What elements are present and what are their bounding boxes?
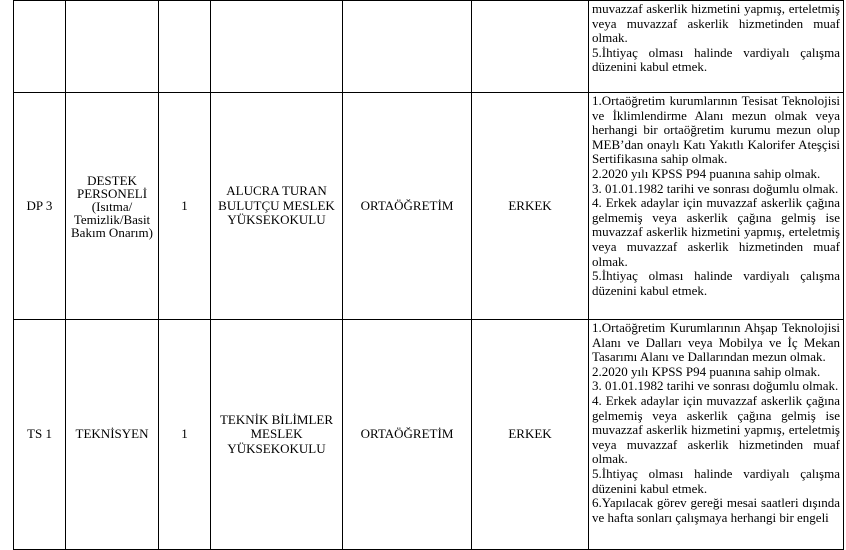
requirement-item: 3. 01.01.1982 tarihi ve sonrası doğumlu olmak. (592, 180, 839, 196)
requirement-item: 3. 01.01.1982 tarihi ve sonrası doğumlu olmak. (592, 378, 839, 394)
requirement-item: 2.2020 yılı KPSS P94 puanına sahip olmak. (592, 363, 821, 379)
position-title-cell (66, 1, 159, 93)
table-row (14, 320, 844, 550)
requirement-item: 2.2020 yılı KPSS P94 puanına sahip olmak. (592, 165, 821, 181)
requirement-item: 5.İhtiyaç olması halinde vardiyalı çalışma düzenini kabul etmek. (592, 465, 840, 496)
requirement-item: 4. Erkek adaylar için muvazzaf askerlik çağına gelmemiş veya askerlik çağına gelmiş ise muvazzaf askerlik hizmetini yapmış, erteletmiş veya muvazzaf askerlik hizmetinden muaf olmak. (592, 195, 840, 269)
requirement-item: 1.Ortaöğretim kurumlarının Tesisat Teknolojisi ve İklimlendirme Alanı mezun olmak veya herhangi bir ortaöğretim kurumu mezun olup MEB’dan onaylı Katı Yakıtlı Kalorifer Ateşçisi Sertifikasına sahip olmak. (592, 93, 840, 167)
education-cell: ORTAÖĞRETİM (343, 93, 472, 320)
unit-cell: ALUCRA TURAN BULUTÇU MESLEK YÜKSEKOKULU (211, 93, 343, 320)
gender-cell (472, 1, 589, 93)
position-count-cell (159, 1, 211, 93)
requirement-item: 5.İhtiyaç olması halinde vardiyalı çalışma düzenini kabul etmek. (592, 268, 840, 298)
requirements-cell (589, 1, 844, 93)
requirement-item: 6.Yapılacak görev gereği mesai saatleri dışında ve hafta sonları çalışmaya herhangi bir engeli (592, 495, 840, 525)
requirements-cell (589, 93, 844, 320)
gender-cell: ERKEK (472, 320, 589, 550)
requirement-item: 5.İhtiyaç olması halinde vardiyalı çalışma düzenini kabul etmek. (592, 44, 840, 75)
education-cell: ORTAÖĞRETİM (343, 320, 472, 550)
unit-cell (211, 1, 343, 93)
position-code-cell: TS 1 (14, 320, 66, 550)
job-listings-table (13, 0, 844, 550)
position-count-cell: 1 (159, 93, 211, 320)
education-cell (343, 1, 472, 93)
requirements-cell (589, 320, 844, 550)
table-row (14, 1, 844, 93)
requirement-item: 4. Erkek adaylar için muvazzaf askerlik çağına gelmemiş veya askerlik çağına gelmiş ise muvazzaf askerlik hizmetini yapmış, erteletmiş veya muvazzaf askerlik hizmetinden muaf olmak. (592, 392, 840, 467)
position-title-cell: DESTEK PERSONELİ (Isıtma/ Temizlik/Basit Bakım Onarım) (66, 93, 159, 320)
requirement-item: muvazzaf askerlik hizmetini yapmış, erteletmiş veya muvazzaf askerlik hizmetinden muaf olmak. (592, 1, 840, 46)
gender-cell: ERKEK (472, 93, 589, 320)
requirement-item: 1.Ortaöğretim Kurumlarının Ahşap Teknolojisi Alanı ve Dalları veya Mobilya ve İç Mekan Tasarımı Alanı ve Dallarından mezun olmak. (592, 320, 840, 365)
position-code-cell: DP 3 (14, 93, 66, 320)
position-code-cell (14, 1, 66, 93)
table-row (14, 93, 844, 320)
position-title-cell: TEKNİSYEN (66, 320, 159, 550)
position-count-cell: 1 (159, 320, 211, 550)
unit-cell: TEKNİK BİLİMLER MESLEK YÜKSEKOKULU (211, 320, 343, 550)
